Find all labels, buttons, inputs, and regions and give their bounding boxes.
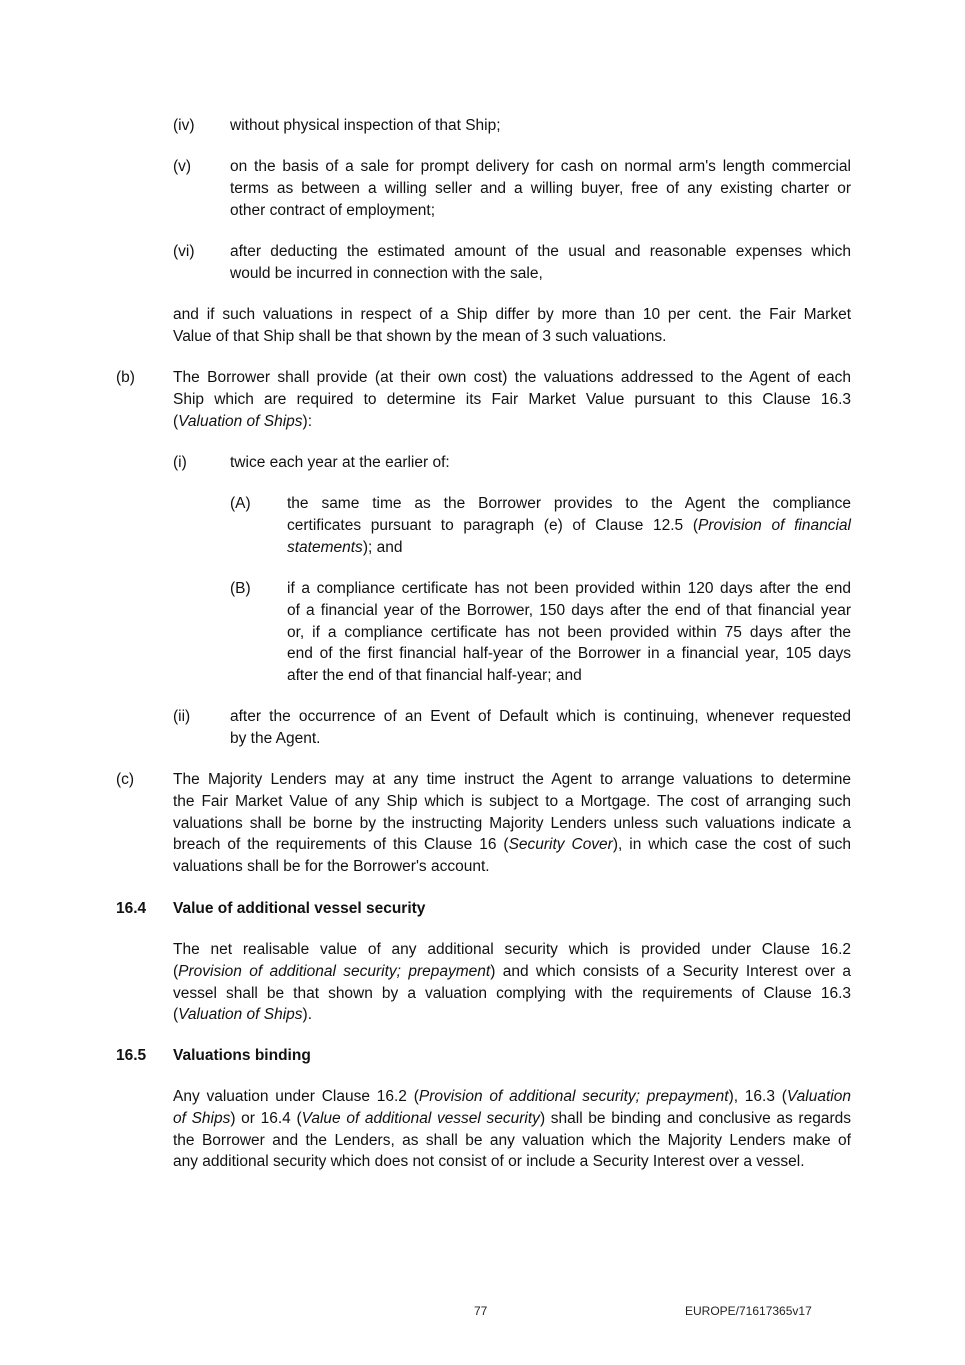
item-label-b-i: (i) bbox=[173, 454, 187, 471]
document-reference: EUROPE/71617365v17 bbox=[685, 1304, 812, 1318]
section-body-16-5: Any valuation under Clause 16.2 (Provision of additional security; prepayment), 16.3 (Valuation of Ships) or 16.4 (Value of additional vessel security) shall be binding and conclusive as regards the Borrower and the Lenders, as shall be any valuation which the Majority Lenders make of any additional security which does not consist of or include a Security Interest over a vessel. bbox=[173, 1088, 851, 1171]
clause-reference: Valuation of Ships bbox=[178, 1006, 303, 1024]
item-label-A: (A) bbox=[230, 495, 251, 512]
page-number: 77 bbox=[474, 1304, 488, 1318]
section-body-16-4: The net realisable value of any additional security which is provided under Clause 16.2 (Provision of additional security; prepayment) and which consists of a Security Interest over a vessel shall be that shown by a valuation complying with the requirements of Clause 16.3 (Valuation of Ships). bbox=[173, 941, 851, 1024]
clause-reference: of Ships bbox=[173, 1109, 231, 1127]
item-text-v: on the basis of a sale for prompt delivery for cash on normal arm's length commercial terms as between a willing seller and a willing buyer, free of any existing charter or other contract of employment; bbox=[230, 158, 851, 219]
clause-reference: Valuation bbox=[786, 1088, 851, 1105]
item-text-B: if a compliance certificate has not been provided within 120 days after the end of a financial year of the Borrower, 150 days after the end of that financial year or, if a compliance certificate has not been provided within 75 days after the end of the first financial half-year of the Borrower in a financial year, 105 days after the end of that financial half-year; and bbox=[287, 580, 851, 685]
item-text-A: the same time as the Borrower provides to the Agent the compliance certificates pursuant to paragraph (e) of Clause 12.5 (Provision of financial statements); and bbox=[287, 495, 851, 556]
item-text-vi: after deducting the estimated amount of the usual and reasonable expenses which would be incurred in connection with the sale, bbox=[230, 243, 851, 282]
paragraph-text-b: The Borrower shall provide (at their own cost) the valuations addressed to the Agent of each Ship which are required to determine its Fair Market Value pursuant to this Clause 16.3 (Valuation of Ships): bbox=[173, 369, 851, 430]
clause-reference: statements bbox=[287, 538, 363, 556]
clause-reference: Security Cover bbox=[508, 836, 613, 854]
valuation-mean-paragraph: and if such valuations in respect of a Ship differ by more than 10 per cent. the Fair Market Value of that Ship shall be that shown by the mean of 3 such valuations. bbox=[173, 306, 851, 345]
section-title-16-4: Value of additional vessel security bbox=[173, 900, 426, 917]
item-label-vi: (vi) bbox=[173, 243, 195, 260]
paragraph-label-b: (b) bbox=[116, 369, 135, 386]
item-label-v: (v) bbox=[173, 158, 192, 175]
item-label-B: (B) bbox=[230, 580, 251, 597]
clause-reference: Value of additional vessel security bbox=[301, 1109, 540, 1127]
clause-reference: Provision of additional security; prepayment bbox=[178, 962, 491, 980]
item-text-iv: without physical inspection of that Ship; bbox=[230, 117, 501, 134]
paragraph-text-c: The Majority Lenders may at any time instruct the Agent to arrange valuations to determine the Fair Market Value of any Ship which is subject to a Mortgage. The cost of arranging such valuations shall be borne by the instructing Majority Lenders unless such valuations indicate a breach of the requirements of this Clause 16 (Security Cover), in which case the cost of such valuations shall be for the Borrower's account. bbox=[173, 771, 851, 876]
clause-reference: Valuation of Ships bbox=[178, 412, 303, 430]
item-text-b-ii: after the occurrence of an Event of Default which is continuing, whenever requested by the Agent. bbox=[230, 708, 851, 747]
section-number-16-4: 16.4 bbox=[116, 900, 147, 917]
item-text-b-i: twice each year at the earlier of: bbox=[230, 454, 450, 471]
section-title-16-5: Valuations binding bbox=[173, 1047, 311, 1064]
clause-reference: Provision of additional security; prepayment bbox=[418, 1088, 729, 1105]
item-label-iv: (iv) bbox=[173, 117, 195, 134]
clause-reference: Provision of financial bbox=[698, 516, 851, 534]
item-label-b-ii: (ii) bbox=[173, 708, 191, 725]
paragraph-label-c: (c) bbox=[116, 771, 135, 788]
section-number-16-5: 16.5 bbox=[116, 1047, 147, 1064]
